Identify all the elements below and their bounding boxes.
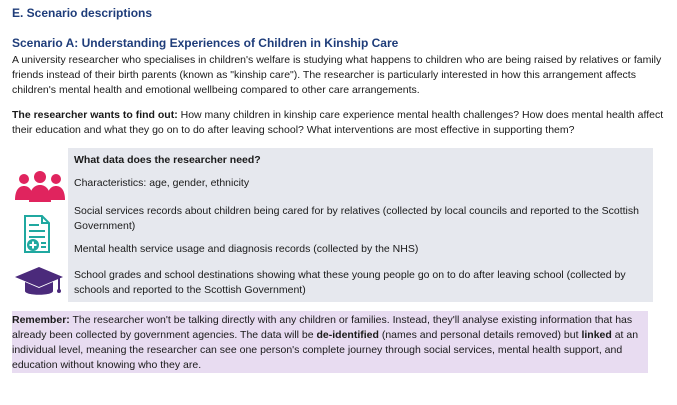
remember-text-part: at an individual level, meaning the researcher can see one person's complete journey through social services, mental health support, and education without knowing who they are. [12, 329, 639, 371]
data-item-school: School grades and school destinations showing what these young people go on to do after leaving school (collected by schools and reported to the Scottish Government) [74, 269, 626, 296]
data-item-mental-health: Mental health service usage and diagnosis records (collected by the NHS) [74, 243, 419, 255]
remember-text [12, 313, 646, 373]
research-questions [12, 108, 664, 138]
remember-text-part: The researcher won't be talking directly with any children or families. Instead, they'll analyse existing information that has already been collected by government agencies. The data will be [12, 314, 633, 341]
research-questions-text: How many children in kinship care experience mental health challenges? How does mental health affect their education and what they go on to do after leaving school? What interventions are most effective in supporting them? [12, 109, 664, 136]
scenario-intro: A university researcher who specialises in children's welfare is studying what happens to children who are being raised by relatives or family friends instead of their birth parents (known as "kinship care"). The researcher is particularly interested in how this arrangement affects children's mental health and emotional wellbeing compared to other care arrangements. [12, 54, 662, 96]
data-item-characteristics: Characteristics: age, gender, ethnicity [74, 177, 250, 189]
research-questions-label: The researcher wants to find out: [12, 109, 178, 121]
section-title: E. Scenario descriptions [12, 6, 153, 20]
remember-label: Remember: [12, 314, 70, 326]
medical-records-icon [22, 214, 52, 254]
scenario-title: Scenario A: Understanding Experiences of Children in Kinship Care [12, 36, 399, 50]
data-needed-panel [68, 148, 653, 302]
linked-term: linked [581, 329, 612, 341]
people-group-icon [14, 170, 66, 204]
graduation-cap-icon [14, 264, 64, 298]
remember-panel [12, 311, 648, 373]
remember-text-part: (names and personal details removed) but [378, 329, 582, 341]
de-identified-term: de-identified [316, 329, 379, 341]
data-needed-title: What data does the researcher need? [74, 154, 261, 166]
data-item-social-services: Social services records about children being cared for by relatives (collected by local councils and reported to the Scottish Government) [74, 205, 639, 232]
